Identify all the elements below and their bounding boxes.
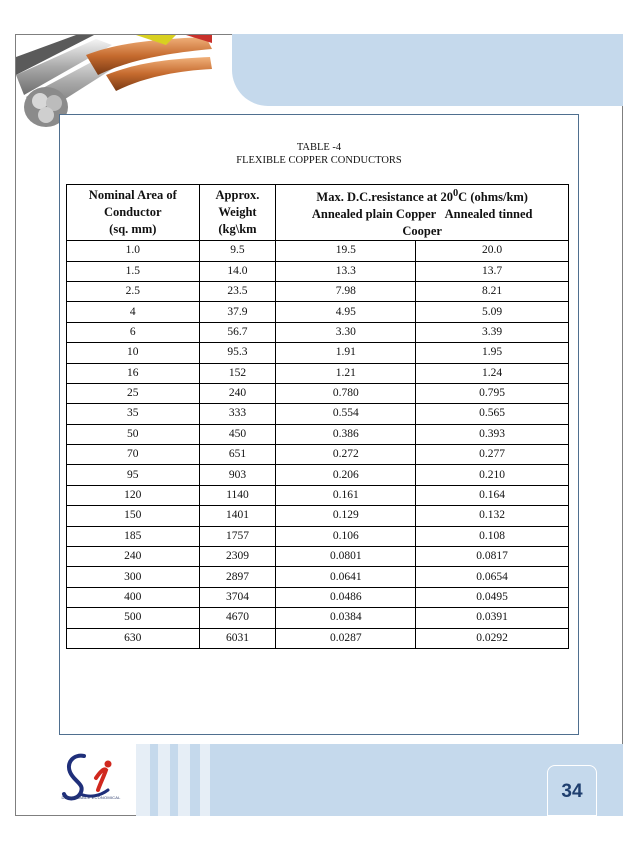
table-cell: 7.98	[276, 281, 416, 301]
table-cell: 6031	[199, 628, 276, 648]
table-cell: 0.210	[416, 465, 569, 485]
table-cell: 333	[199, 404, 276, 424]
table-cell: 5.09	[416, 302, 569, 322]
table-cell: 0.0384	[276, 608, 416, 628]
table-cell: 240	[199, 383, 276, 403]
table-header-row	[67, 185, 569, 241]
table-row	[67, 363, 569, 383]
table-cell: 70	[67, 445, 200, 465]
conductor-table	[66, 184, 569, 649]
header-resistance: Max. D.C.resistance at $20^0C$ (ohms/km) Annealed plain Copper Annealed tinned Cooper	[276, 185, 569, 241]
table-cell: 95	[67, 465, 200, 485]
table-row	[67, 343, 569, 363]
table-cell: 13.7	[416, 261, 569, 281]
table-cell: 35	[67, 404, 200, 424]
table-cell: 50	[67, 424, 200, 444]
logo-tagline: DEPENDABLE ECONOMICAL	[61, 795, 121, 800]
table-cell: 185	[67, 526, 200, 546]
table-cell: 20.0	[416, 241, 569, 261]
table-cell: 0.0817	[416, 547, 569, 567]
table-cell: 0.206	[276, 465, 416, 485]
table-cell: 0.795	[416, 383, 569, 403]
table-cell: 16	[67, 363, 200, 383]
table-row	[67, 465, 569, 485]
table-cell: 0.164	[416, 485, 569, 505]
table-cell: 0.0495	[416, 587, 569, 607]
table-row	[67, 322, 569, 342]
table-row	[67, 547, 569, 567]
table-caption: FLEXIBLE COPPER CONDUCTORS	[236, 155, 402, 166]
header-banner	[232, 34, 623, 106]
table-cell: 95.3	[199, 343, 276, 363]
table-row	[67, 608, 569, 628]
table-cell: 0.393	[416, 424, 569, 444]
table-cell: 4670	[199, 608, 276, 628]
table-cell: 152	[199, 363, 276, 383]
table-cell: 1.21	[276, 363, 416, 383]
header-resistance-title: Max. D.C.resistance at $20^0C$ (ohms/km)	[316, 188, 528, 205]
table-cell: 0.106	[276, 526, 416, 546]
table-cell: 240	[67, 547, 200, 567]
table-cell: 10	[67, 343, 200, 363]
table-cell: 13.3	[276, 261, 416, 281]
table-cell: 1.24	[416, 363, 569, 383]
table-cell: 37.9	[199, 302, 276, 322]
page-number: 34	[547, 765, 597, 816]
table-cell: 3.30	[276, 322, 416, 342]
table-cell: 1.91	[276, 343, 416, 363]
table-cell: 0.0801	[276, 547, 416, 567]
table-cell: 300	[67, 567, 200, 587]
table-row	[67, 506, 569, 526]
table-cell: 0.0292	[416, 628, 569, 648]
table-cell: 0.386	[276, 424, 416, 444]
table-cell: 1.5	[67, 261, 200, 281]
header-weight: Approx. Weight (kg\km	[199, 185, 276, 241]
table-cell: 2897	[199, 567, 276, 587]
table-row	[67, 587, 569, 607]
table-row	[67, 445, 569, 465]
table-row	[67, 424, 569, 444]
table-cell: 14.0	[199, 261, 276, 281]
table-cell: 0.0641	[276, 567, 416, 587]
table-cell: 0.0486	[276, 587, 416, 607]
table-title	[59, 141, 579, 167]
table-cell: 19.5	[276, 241, 416, 261]
table-row	[67, 383, 569, 403]
table-cell: 450	[199, 424, 276, 444]
table-cell: 1.95	[416, 343, 569, 363]
table-cell: 8.21	[416, 281, 569, 301]
table-row	[67, 628, 569, 648]
table-cell: 4.95	[276, 302, 416, 322]
table-cell: 1401	[199, 506, 276, 526]
table-cell: 400	[67, 587, 200, 607]
table-cell: 2309	[199, 547, 276, 567]
table-cell: 0.780	[276, 383, 416, 403]
table-cell: 0.565	[416, 404, 569, 424]
table-cell: 0.129	[276, 506, 416, 526]
table-cell: 1.0	[67, 241, 200, 261]
table-cell: 4	[67, 302, 200, 322]
table-cell: 120	[67, 485, 200, 505]
table-cell: 0.277	[416, 445, 569, 465]
table-row	[67, 526, 569, 546]
table-cell: 6	[67, 322, 200, 342]
table-cell: 1757	[199, 526, 276, 546]
table-number: TABLE -4	[296, 142, 342, 153]
table-cell: 651	[199, 445, 276, 465]
table-cell: 0.272	[276, 445, 416, 465]
header-nominal-area: Nominal Area of Conductor (sq. mm)	[67, 185, 200, 241]
table-cell: 0.0654	[416, 567, 569, 587]
table-cell: 150	[67, 506, 200, 526]
table-cell: 3.39	[416, 322, 569, 342]
table-cell: 903	[199, 465, 276, 485]
table-cell: 630	[67, 628, 200, 648]
table-cell: 0.0287	[276, 628, 416, 648]
table-cell: 0.0391	[416, 608, 569, 628]
table-cell: 23.5	[199, 281, 276, 301]
table-row	[67, 281, 569, 301]
table-cell: 0.108	[416, 526, 569, 546]
table-cell: 0.554	[276, 404, 416, 424]
table-row	[67, 241, 569, 261]
table-cell: 2.5	[67, 281, 200, 301]
table-cell: 25	[67, 383, 200, 403]
table-row	[67, 404, 569, 424]
table-cell: 9.5	[199, 241, 276, 261]
table-row	[67, 302, 569, 322]
table-row	[67, 567, 569, 587]
table-row	[67, 485, 569, 505]
table-cell: 1140	[199, 485, 276, 505]
table-cell: 3704	[199, 587, 276, 607]
table-cell: 0.132	[416, 506, 569, 526]
table-cell: 500	[67, 608, 200, 628]
table-row	[67, 261, 569, 281]
table-cell: 56.7	[199, 322, 276, 342]
table-cell: 0.161	[276, 485, 416, 505]
